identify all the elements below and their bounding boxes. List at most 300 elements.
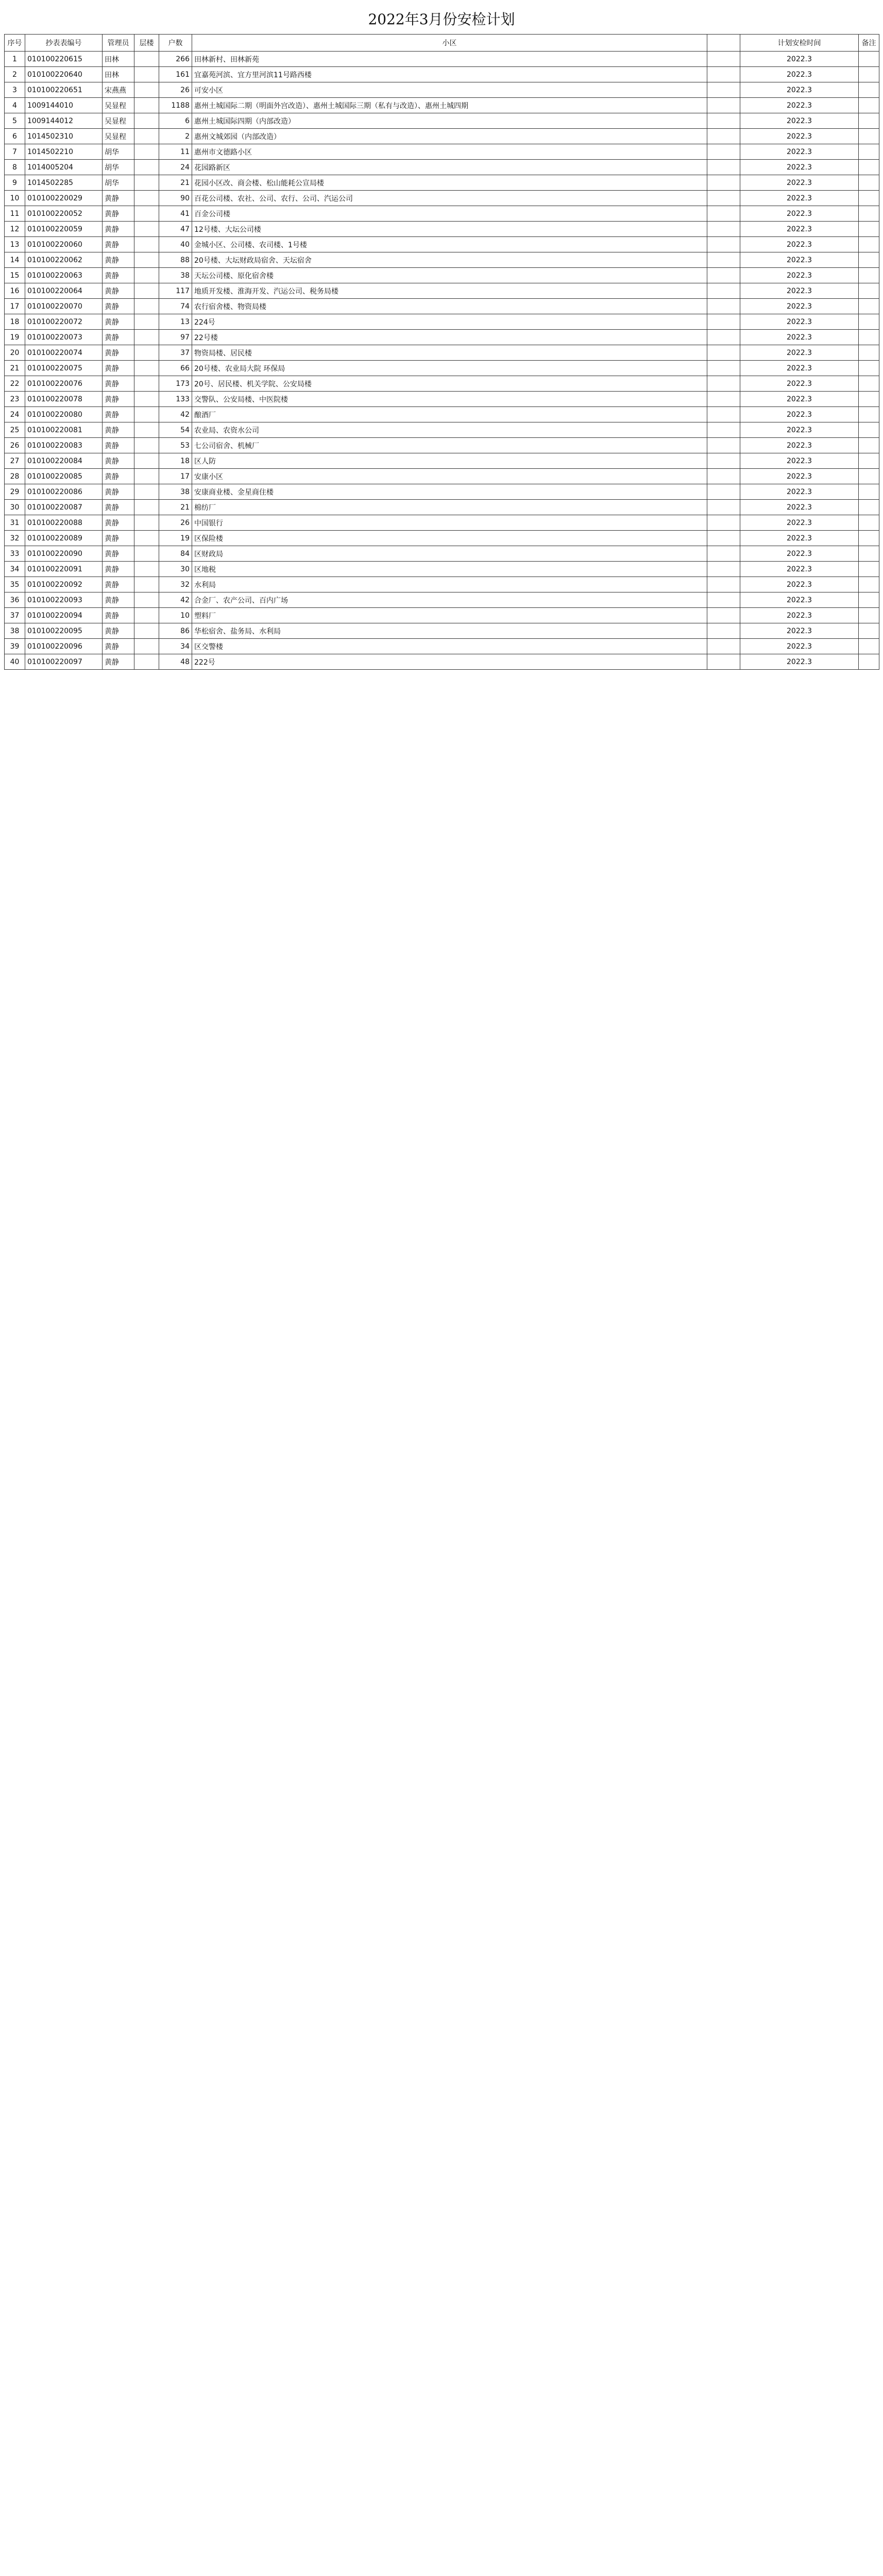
table-row (5, 422, 879, 438)
cell-note (859, 82, 879, 98)
cell-units: 48 (159, 654, 192, 670)
cell-note (859, 592, 879, 608)
cell-code: 010100220052 (25, 206, 103, 222)
cell-code: 1014502285 (25, 175, 103, 191)
cell-manager: 吴显程 (103, 98, 134, 113)
cell-area: 宜嘉苑河滨、宜方里河滨11号路西楼 (192, 67, 707, 82)
cell-note (859, 500, 879, 515)
cell-note (859, 654, 879, 670)
cell-manager: 黄静 (103, 469, 134, 484)
table-row (5, 52, 879, 67)
table-row (5, 82, 879, 98)
cell-plan: 2022.3 (740, 129, 859, 144)
cell-area: 区保险楼 (192, 531, 707, 546)
cell-units: 37 (159, 345, 192, 361)
cell-units: 266 (159, 52, 192, 67)
cell-plan: 2022.3 (740, 237, 859, 252)
cell-plan: 2022.3 (740, 52, 859, 67)
cell-units: 6 (159, 113, 192, 129)
cell-seq: 9 (5, 175, 25, 191)
cell-code: 010100220640 (25, 67, 103, 82)
cell-note (859, 546, 879, 562)
cell-gap (707, 654, 740, 670)
cell-note (859, 113, 879, 129)
cell-seq: 35 (5, 577, 25, 592)
header-floors: 层楼 (134, 35, 159, 52)
header-note: 备注 (859, 35, 879, 52)
cell-code: 010100220063 (25, 268, 103, 283)
table-row (5, 376, 879, 392)
cell-floors (134, 299, 159, 314)
cell-units: 24 (159, 160, 192, 175)
cell-floors (134, 67, 159, 82)
cell-units: 38 (159, 268, 192, 283)
cell-note (859, 314, 879, 330)
cell-code: 1009144012 (25, 113, 103, 129)
cell-manager: 胡华 (103, 160, 134, 175)
table-row (5, 639, 879, 654)
cell-area: 可安小区 (192, 82, 707, 98)
cell-note (859, 484, 879, 500)
table-row (5, 299, 879, 314)
cell-manager: 黄静 (103, 283, 134, 299)
cell-note (859, 52, 879, 67)
cell-area: 20号楼、农业局大院 环保局 (192, 361, 707, 376)
cell-gap (707, 191, 740, 206)
cell-manager: 黄静 (103, 191, 134, 206)
cell-plan: 2022.3 (740, 608, 859, 623)
cell-units: 40 (159, 237, 192, 252)
cell-plan: 2022.3 (740, 546, 859, 562)
cell-floors (134, 438, 159, 453)
cell-area: 20号、居民楼、机关学院、公安局楼 (192, 376, 707, 392)
cell-gap (707, 113, 740, 129)
header-seq: 序号 (5, 35, 25, 52)
table-row (5, 314, 879, 330)
cell-manager: 黄静 (103, 577, 134, 592)
cell-floors (134, 345, 159, 361)
table-row (5, 160, 879, 175)
cell-code: 010100220059 (25, 222, 103, 237)
cell-manager: 黄静 (103, 608, 134, 623)
cell-note (859, 299, 879, 314)
cell-code: 010100220086 (25, 484, 103, 500)
cell-seq: 36 (5, 592, 25, 608)
cell-note (859, 252, 879, 268)
cell-gap (707, 222, 740, 237)
cell-floors (134, 608, 159, 623)
cell-floors (134, 469, 159, 484)
cell-plan: 2022.3 (740, 361, 859, 376)
cell-area: 安康小区 (192, 469, 707, 484)
cell-seq: 3 (5, 82, 25, 98)
cell-floors (134, 407, 159, 422)
cell-manager: 黄静 (103, 268, 134, 283)
cell-manager: 黄静 (103, 314, 134, 330)
cell-units: 10 (159, 608, 192, 623)
cell-note (859, 206, 879, 222)
cell-floors (134, 330, 159, 345)
cell-gap (707, 500, 740, 515)
cell-code: 010100220064 (25, 283, 103, 299)
cell-plan: 2022.3 (740, 577, 859, 592)
cell-plan: 2022.3 (740, 268, 859, 283)
cell-units: 21 (159, 500, 192, 515)
table-row (5, 345, 879, 361)
cell-note (859, 562, 879, 577)
document-title: 2022年3月份安检计划 (368, 11, 515, 28)
cell-plan: 2022.3 (740, 330, 859, 345)
cell-seq: 18 (5, 314, 25, 330)
cell-note (859, 330, 879, 345)
cell-gap (707, 175, 740, 191)
cell-units: 97 (159, 330, 192, 345)
cell-area: 区财政局 (192, 546, 707, 562)
cell-manager: 黄静 (103, 639, 134, 654)
table-body (5, 52, 879, 670)
cell-note (859, 144, 879, 160)
cell-plan: 2022.3 (740, 654, 859, 670)
cell-note (859, 67, 879, 82)
cell-floors (134, 577, 159, 592)
cell-floors (134, 314, 159, 330)
cell-note (859, 531, 879, 546)
cell-gap (707, 515, 740, 531)
cell-gap (707, 422, 740, 438)
cell-note (859, 283, 879, 299)
cell-area: 22号楼 (192, 330, 707, 345)
cell-manager: 黄静 (103, 376, 134, 392)
table-row (5, 469, 879, 484)
cell-units: 2 (159, 129, 192, 144)
cell-gap (707, 438, 740, 453)
cell-seq: 25 (5, 422, 25, 438)
cell-seq: 38 (5, 623, 25, 639)
cell-note (859, 361, 879, 376)
table-row (5, 562, 879, 577)
cell-plan: 2022.3 (740, 191, 859, 206)
cell-plan: 2022.3 (740, 422, 859, 438)
cell-seq: 8 (5, 160, 25, 175)
table-row (5, 113, 879, 129)
cell-code: 010100220097 (25, 654, 103, 670)
cell-units: 13 (159, 314, 192, 330)
cell-note (859, 160, 879, 175)
cell-units: 86 (159, 623, 192, 639)
cell-plan: 2022.3 (740, 469, 859, 484)
cell-code: 010100220087 (25, 500, 103, 515)
header-gap (707, 35, 740, 52)
cell-units: 133 (159, 392, 192, 407)
cell-code: 010100220081 (25, 422, 103, 438)
cell-note (859, 345, 879, 361)
cell-units: 26 (159, 82, 192, 98)
cell-seq: 15 (5, 268, 25, 283)
cell-seq: 32 (5, 531, 25, 546)
cell-manager: 黄静 (103, 623, 134, 639)
cell-units: 161 (159, 67, 192, 82)
cell-plan: 2022.3 (740, 283, 859, 299)
cell-floors (134, 113, 159, 129)
cell-seq: 19 (5, 330, 25, 345)
cell-area: 合金厂、农产公司、百内广场 (192, 592, 707, 608)
cell-manager: 黄静 (103, 407, 134, 422)
cell-seq: 1 (5, 52, 25, 67)
cell-area: 花园小区改、商会楼、松山能耗公宣局楼 (192, 175, 707, 191)
cell-units: 47 (159, 222, 192, 237)
cell-units: 17 (159, 469, 192, 484)
cell-units: 66 (159, 361, 192, 376)
cell-seq: 24 (5, 407, 25, 422)
cell-floors (134, 392, 159, 407)
cell-plan: 2022.3 (740, 453, 859, 469)
cell-plan: 2022.3 (740, 206, 859, 222)
table-row (5, 438, 879, 453)
cell-floors (134, 562, 159, 577)
cell-manager: 黄静 (103, 299, 134, 314)
cell-code: 010100220090 (25, 546, 103, 562)
cell-code: 1014005204 (25, 160, 103, 175)
cell-gap (707, 407, 740, 422)
cell-code: 010100220615 (25, 52, 103, 67)
header-manager: 管理员 (103, 35, 134, 52)
cell-gap (707, 345, 740, 361)
table-row (5, 546, 879, 562)
cell-plan: 2022.3 (740, 98, 859, 113)
cell-seq: 2 (5, 67, 25, 82)
cell-units: 21 (159, 175, 192, 191)
table-row (5, 407, 879, 422)
cell-note (859, 608, 879, 623)
cell-note (859, 191, 879, 206)
cell-units: 117 (159, 283, 192, 299)
cell-note (859, 222, 879, 237)
cell-code: 010100220076 (25, 376, 103, 392)
cell-code: 1014502210 (25, 144, 103, 160)
cell-note (859, 98, 879, 113)
cell-gap (707, 484, 740, 500)
header-area: 小区 (192, 35, 707, 52)
cell-seq: 27 (5, 453, 25, 469)
cell-units: 41 (159, 206, 192, 222)
table-row (5, 515, 879, 531)
cell-area: 224号 (192, 314, 707, 330)
table-row (5, 283, 879, 299)
cell-area: 水利局 (192, 577, 707, 592)
table-row (5, 361, 879, 376)
cell-note (859, 515, 879, 531)
cell-floors (134, 361, 159, 376)
cell-area: 222号 (192, 654, 707, 670)
cell-floors (134, 422, 159, 438)
cell-gap (707, 82, 740, 98)
cell-floors (134, 515, 159, 531)
cell-seq: 28 (5, 469, 25, 484)
table-row (5, 191, 879, 206)
cell-plan: 2022.3 (740, 623, 859, 639)
cell-area: 交警队、公安局楼、中医院楼 (192, 392, 707, 407)
cell-seq: 29 (5, 484, 25, 500)
cell-gap (707, 361, 740, 376)
cell-area: 区地税 (192, 562, 707, 577)
cell-code: 010100220092 (25, 577, 103, 592)
cell-area: 花园路新区 (192, 160, 707, 175)
cell-seq: 34 (5, 562, 25, 577)
cell-floors (134, 453, 159, 469)
table-row (5, 144, 879, 160)
cell-floors (134, 222, 159, 237)
cell-area: 惠州文城郊园（内部改造） (192, 129, 707, 144)
cell-code: 010100220060 (25, 237, 103, 252)
cell-area: 惠州土城国际二期（明面外宫改造）、惠州土城国际三期（私有与改造）、惠州土城四期 (192, 98, 707, 113)
cell-area: 金城小区、公司楼、农司楼、1号楼 (192, 237, 707, 252)
cell-gap (707, 252, 740, 268)
cell-gap (707, 52, 740, 67)
cell-floors (134, 654, 159, 670)
cell-units: 11 (159, 144, 192, 160)
cell-area: 塑料厂 (192, 608, 707, 623)
cell-area: 华松宿舍、盐务局、水利局 (192, 623, 707, 639)
cell-code: 010100220096 (25, 639, 103, 654)
cell-manager: 黄静 (103, 237, 134, 252)
cell-note (859, 175, 879, 191)
cell-manager: 黄静 (103, 500, 134, 515)
cell-seq: 31 (5, 515, 25, 531)
cell-code: 010100220651 (25, 82, 103, 98)
cell-plan: 2022.3 (740, 222, 859, 237)
cell-manager: 黄静 (103, 252, 134, 268)
cell-area: 酿酒厂 (192, 407, 707, 422)
cell-units: 173 (159, 376, 192, 392)
cell-manager: 黄静 (103, 592, 134, 608)
cell-area: 中国银行 (192, 515, 707, 531)
cell-seq: 23 (5, 392, 25, 407)
table-row (5, 654, 879, 670)
cell-manager: 田林 (103, 52, 134, 67)
cell-units: 1188 (159, 98, 192, 113)
cell-plan: 2022.3 (740, 299, 859, 314)
cell-area: 百金公司楼 (192, 206, 707, 222)
cell-seq: 16 (5, 283, 25, 299)
cell-area: 棉纺厂 (192, 500, 707, 515)
cell-manager: 黄静 (103, 222, 134, 237)
cell-manager: 黄静 (103, 345, 134, 361)
cell-plan: 2022.3 (740, 252, 859, 268)
cell-area: 惠州市文德路小区 (192, 144, 707, 160)
cell-seq: 17 (5, 299, 25, 314)
header-units: 户数 (159, 35, 192, 52)
cell-code: 1014502310 (25, 129, 103, 144)
cell-floors (134, 283, 159, 299)
cell-note (859, 129, 879, 144)
cell-plan: 2022.3 (740, 484, 859, 500)
cell-code: 010100220062 (25, 252, 103, 268)
cell-area: 物资局楼、居民楼 (192, 345, 707, 361)
table-row (5, 330, 879, 345)
cell-manager: 田林 (103, 67, 134, 82)
cell-manager: 黄静 (103, 330, 134, 345)
cell-units: 90 (159, 191, 192, 206)
cell-code: 010100220083 (25, 438, 103, 453)
header-code: 抄表表编号 (25, 35, 103, 52)
cell-manager: 黄静 (103, 422, 134, 438)
cell-note (859, 422, 879, 438)
cell-code: 010100220075 (25, 361, 103, 376)
cell-area: 20号楼、大坛财政局宿舍、天坛宿舍 (192, 252, 707, 268)
cell-floors (134, 623, 159, 639)
cell-area: 田林新村、田林新苑 (192, 52, 707, 67)
cell-manager: 黄静 (103, 438, 134, 453)
cell-manager: 黄静 (103, 654, 134, 670)
cell-code: 010100220029 (25, 191, 103, 206)
cell-units: 42 (159, 592, 192, 608)
cell-floors (134, 268, 159, 283)
cell-seq: 30 (5, 500, 25, 515)
cell-floors (134, 191, 159, 206)
cell-floors (134, 252, 159, 268)
cell-gap (707, 623, 740, 639)
cell-manager: 黄静 (103, 206, 134, 222)
cell-seq: 14 (5, 252, 25, 268)
cell-gap (707, 469, 740, 484)
cell-seq: 22 (5, 376, 25, 392)
table-row (5, 531, 879, 546)
cell-manager: 黄静 (103, 546, 134, 562)
cell-seq: 39 (5, 639, 25, 654)
cell-gap (707, 546, 740, 562)
cell-units: 19 (159, 531, 192, 546)
cell-plan: 2022.3 (740, 113, 859, 129)
cell-floors (134, 639, 159, 654)
table-row (5, 129, 879, 144)
cell-plan: 2022.3 (740, 392, 859, 407)
cell-manager: 黄静 (103, 361, 134, 376)
table-header-row (5, 35, 879, 52)
cell-note (859, 268, 879, 283)
cell-plan: 2022.3 (740, 144, 859, 160)
cell-code: 010100220080 (25, 407, 103, 422)
cell-code: 010100220094 (25, 608, 103, 623)
cell-floors (134, 237, 159, 252)
cell-code: 010100220088 (25, 515, 103, 531)
cell-units: 38 (159, 484, 192, 500)
cell-note (859, 577, 879, 592)
cell-floors (134, 144, 159, 160)
cell-seq: 11 (5, 206, 25, 222)
cell-seq: 37 (5, 608, 25, 623)
cell-note (859, 453, 879, 469)
cell-note (859, 639, 879, 654)
cell-plan: 2022.3 (740, 376, 859, 392)
cell-gap (707, 299, 740, 314)
cell-plan: 2022.3 (740, 515, 859, 531)
table-row (5, 392, 879, 407)
table-row (5, 222, 879, 237)
cell-seq: 13 (5, 237, 25, 252)
cell-code: 010100220072 (25, 314, 103, 330)
table-row (5, 175, 879, 191)
cell-plan: 2022.3 (740, 82, 859, 98)
cell-units: 30 (159, 562, 192, 577)
cell-gap (707, 160, 740, 175)
cell-gap (707, 330, 740, 345)
cell-floors (134, 592, 159, 608)
cell-manager: 宋燕燕 (103, 82, 134, 98)
cell-manager: 黄静 (103, 531, 134, 546)
cell-floors (134, 82, 159, 98)
cell-seq: 33 (5, 546, 25, 562)
cell-gap (707, 283, 740, 299)
